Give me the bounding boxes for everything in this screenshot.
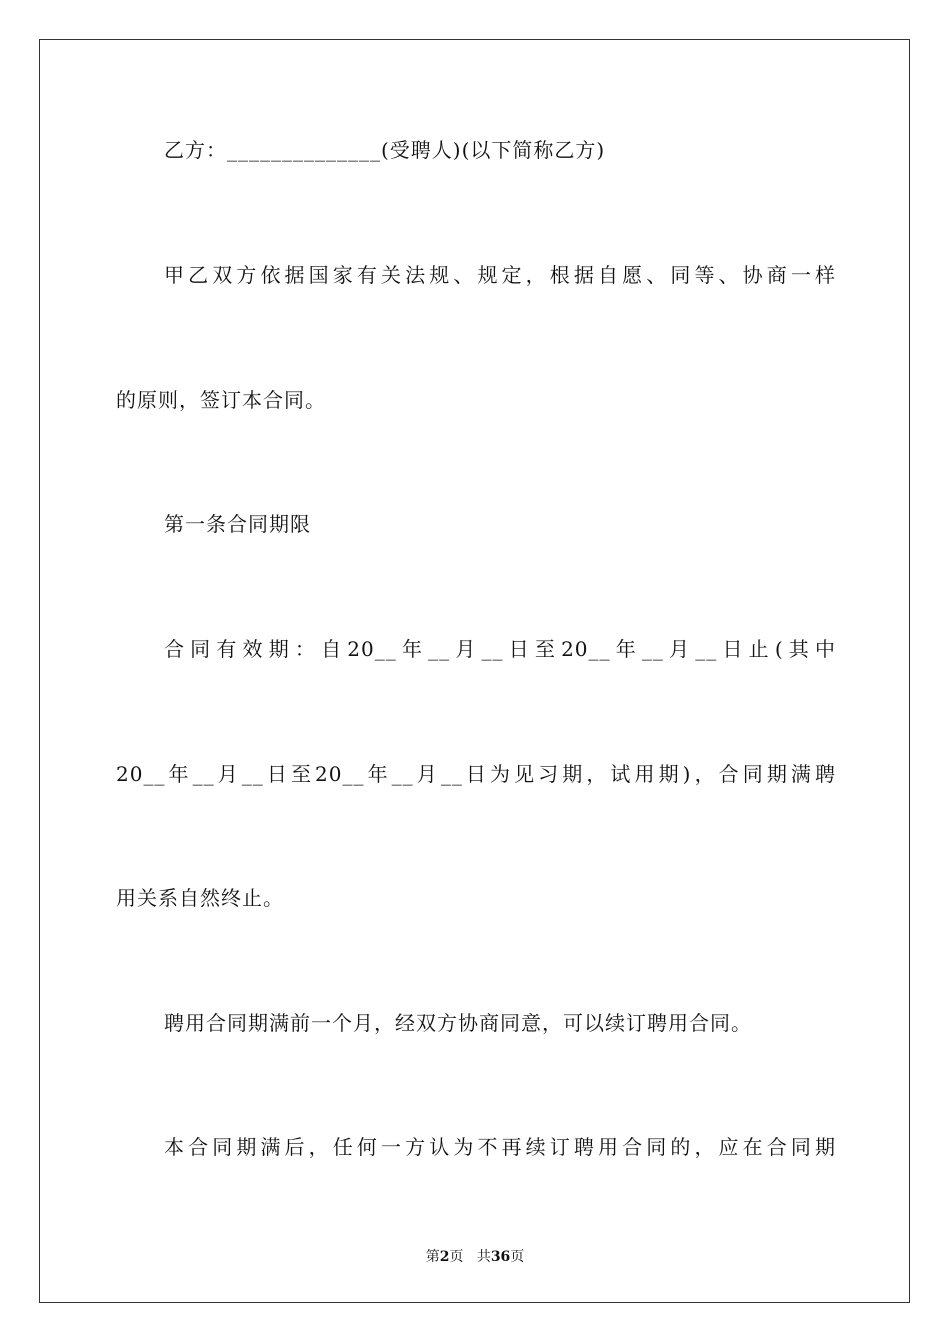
page-prefix: 第 xyxy=(425,1249,440,1265)
paragraph-principle-line-2: 的原则，签订本合同。 xyxy=(116,388,326,412)
renewal-paragraph: 聘用合同期满前一个月，经双方协商同意，可以续订聘用合同。 xyxy=(164,1011,752,1035)
page-number: 2 xyxy=(439,1249,450,1265)
contract-term-line-3: 用关系自然终止。 xyxy=(116,886,284,910)
contract-term-line-1: 合同有效期：自20__年__月__日至20__年__月__日止(其中 xyxy=(164,637,836,661)
page-suffix: 页 xyxy=(449,1249,464,1265)
paragraph-principle-line-1: 甲乙双方依据国家有关法规、规定，根据自愿、同等、协商一样 xyxy=(164,263,836,287)
expiry-paragraph-line-1: 本合同期满后，任何一方认为不再续订聘用合同的，应在合同期 xyxy=(164,1135,836,1159)
party-b-line: 乙方：______________(受聘人)(以下简称乙方) xyxy=(164,138,606,162)
total-prefix: 共 xyxy=(476,1249,491,1265)
article-1-heading: 第一条合同期限 xyxy=(164,512,311,536)
page-footer xyxy=(0,1248,950,1266)
total-suffix: 页 xyxy=(510,1249,525,1265)
page-frame xyxy=(39,39,910,1303)
contract-term-line-2: 20__年__月__日至20__年__月__日为见习期，试用期)，合同期满聘 xyxy=(116,762,836,786)
total-pages: 36 xyxy=(490,1249,511,1265)
